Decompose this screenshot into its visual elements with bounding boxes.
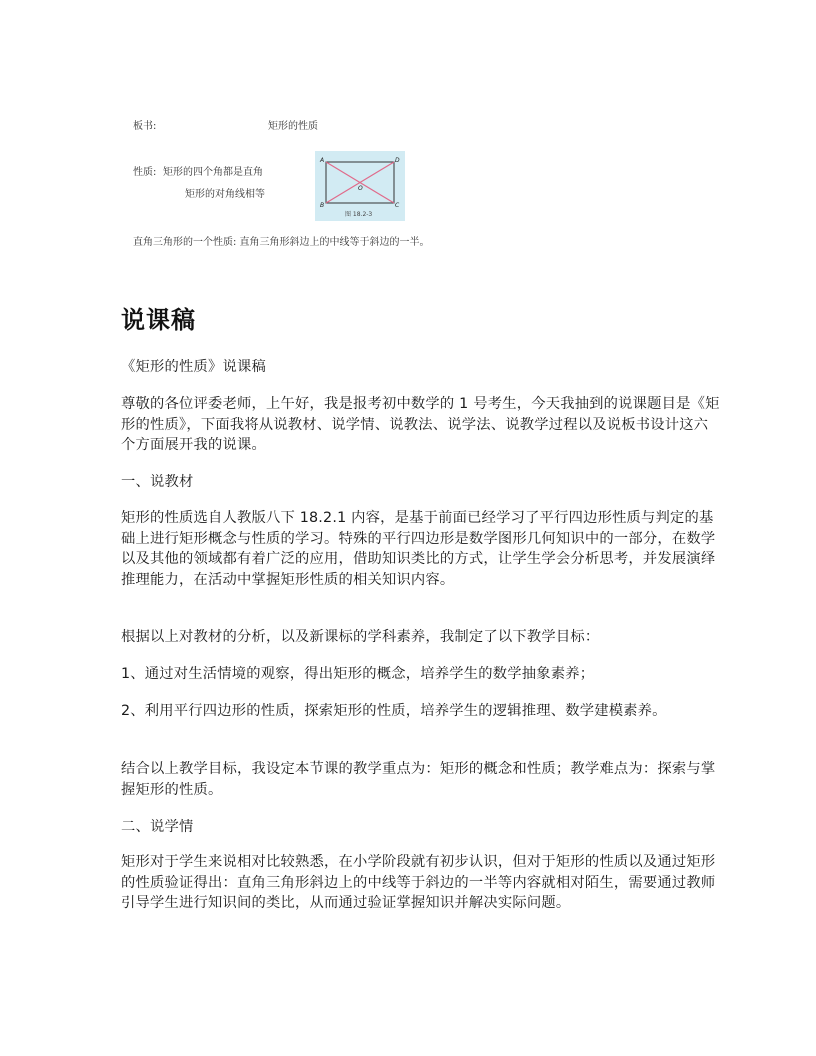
center-label-o: O (358, 185, 363, 192)
page-title: 说课稿 (121, 306, 196, 334)
section-heading-students: 二、说学情 (121, 819, 194, 835)
rectangle-figure (315, 151, 405, 221)
property-1: 矩形的四个角都是直角 (163, 167, 263, 178)
vertex-label-b: B (320, 202, 325, 209)
paragraph-material: 矩形的性质选自人教版八下 18.2.1 内容，是基于前面已经学习了平行四边形性质与判定的基础上进行矩形概念与性质的学习。特殊的平行四边形是数学图形几何知识中的一部分，在数学以及其他的领域都有着广泛的应用，借助知识类比的方式，让学生学会分析思考，并发展演绎推理能力，在活动中掌握矩形性质的相关知识内容。 (121, 510, 716, 588)
document-subtitle: 《矩形的性质》说课稿 (121, 359, 266, 375)
right-triangle-property: 直角三角形的一个性质: 直角三角形斜边上的中线等于斜边的一半。 (133, 237, 430, 248)
paragraph-goals-intro: 根据以上对教材的分析，以及新课标的学科素养，我制定了以下教学目标： (121, 629, 600, 645)
paragraph-goal-1: 1、通过对生活情境的观察，得出矩形的概念，培养学生的数学抽象素养； (121, 666, 595, 682)
property-label: 性质: (133, 167, 157, 178)
paragraph-intro: 尊敬的各位评委老师，上午好，我是报考初中数学的 1 号考生，今天我抽到的说课题目是《矩形的性质》，下面我将从说教材、说学情、说教法、说学法、说教学过程以及说板书设计这六个方面展开我的说课。 (121, 396, 720, 453)
paragraph-goal-2: 2、利用平行四边形的性质，探索矩形的性质，培养学生的逻辑推理、数学建模素养。 (121, 703, 667, 719)
figure-caption: 图 18.2-3 (345, 211, 373, 218)
vertex-label-a: A (320, 157, 325, 164)
vertex-label-c: C (395, 202, 400, 209)
board-title: 矩形的性质 (268, 121, 318, 132)
property-2: 矩形的对角线相等 (185, 189, 265, 200)
section-heading-material: 一、说教材 (121, 474, 194, 490)
vertex-label-d: D (395, 157, 400, 164)
board-label: 板书: (133, 121, 157, 132)
paragraph-students: 矩形对于学生来说相对比较熟悉，在小学阶段就有初步认识，但对于矩形的性质以及通过矩形的性质验证得出：直角三角形斜边上的中线等于斜边的一半等内容就相对陌生，需要通过教师引导学生进行知识间的类比，从而通过验证掌握知识并解决实际问题。 (121, 854, 716, 911)
paragraph-key-points: 结合以上教学目标，我设定本节课的教学重点为：矩形的概念和性质；教学难点为：探索与掌握矩形的性质。 (121, 761, 716, 798)
